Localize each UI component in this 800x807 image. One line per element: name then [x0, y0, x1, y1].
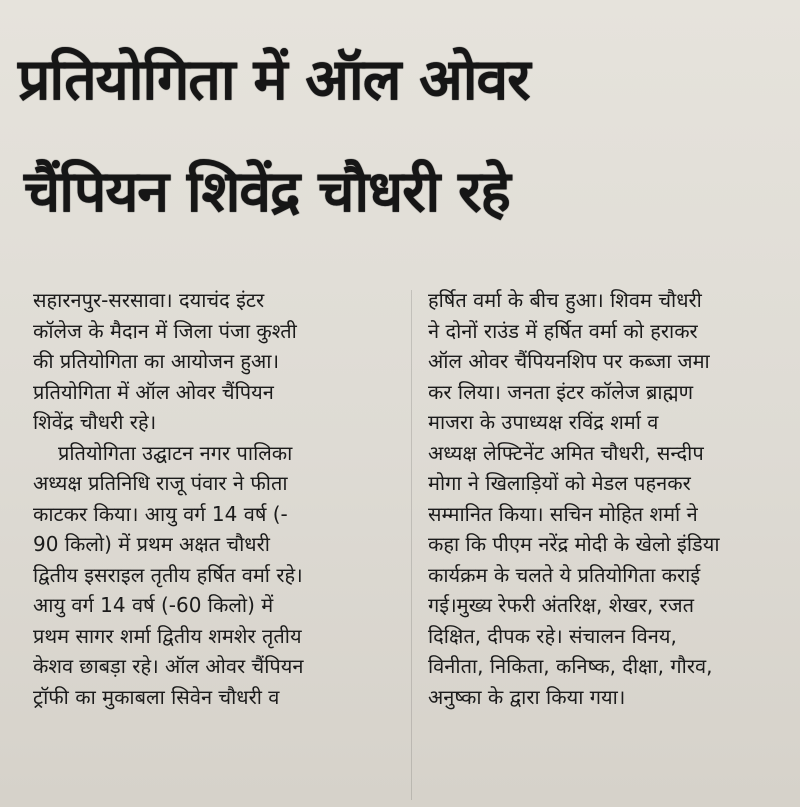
article-line: ट्रॉफी का मुकाबला सिवेन चौधरी व — [33, 684, 280, 709]
article-line: दिक्षित, दीपक रहे। संचालन विनय, — [428, 623, 677, 648]
article-line: गई।मुख्य रेफरी अंतरिक्ष, शेखर, रजत — [428, 593, 694, 617]
article-line: केशव छाबड़ा रहे। ऑल ओवर चैंपियन — [33, 654, 304, 678]
headline-line-1: प्रतियोगिता में ऑल ओवर — [18, 47, 530, 113]
article-line: की प्रतियोगिता का आयोजन हुआ। — [33, 349, 280, 373]
article-line: 90 किलो) में प्रथम अक्षत चौधरी — [33, 532, 270, 556]
article-column-right — [428, 285, 796, 712]
article-line: विनीता, निकिता, कनिष्क, दीक्षा, गौरव, — [428, 654, 713, 678]
article-line: माजरा के उपाध्यक्ष रविंद्र शर्मा व — [428, 410, 659, 434]
article-line: कॉलेज के मैदान में जिला पंजा कुश्ती — [33, 318, 297, 343]
article-column-left — [33, 285, 405, 712]
article-line: ऑल ओवर चैंपियनशिप पर कब्जा जमा — [428, 349, 710, 373]
article-line: मोगा ने खिलाड़ियों को मेडल पहनकर — [428, 471, 691, 495]
article-line: ने दोनों राउंड में हर्षित वर्मा को हराकर — [428, 318, 698, 343]
article-line: आयु वर्ग 14 वर्ष (-60 किलो) में — [33, 593, 274, 617]
article-line: प्रथम सागर शर्मा द्वितीय शमशेर तृतीय — [33, 623, 302, 648]
column-divider — [411, 290, 412, 800]
article-line: कहा कि पीएम नरेंद्र मोदी के खेलो इंडिया — [428, 532, 720, 556]
article-line: कर लिया। जनता इंटर कॉलेज ब्राह्मण — [428, 379, 694, 404]
article-line: अध्यक्ष लेफ्टिनेंट अमित चौधरी, सन्दीप — [428, 440, 704, 465]
article-line: सहारनपुर-सरसावा। दयाचंद इंटर — [33, 288, 265, 312]
article-line: प्रतियोगिता उद्घाटन नगर पालिका — [58, 440, 293, 465]
article-line: अध्यक्ष प्रतिनिधि राजू पंवार ने फीता — [33, 471, 288, 495]
article-line: कार्यक्रम के चलते ये प्रतियोगिता कराई — [428, 562, 701, 587]
article-line: प्रतियोगिता में ऑल ओवर चैंपियन — [33, 379, 274, 404]
article-line: सम्मानित किया। सचिन मोहित शर्मा ने — [428, 501, 698, 526]
article-line: काटकर किया। आयु वर्ग 14 वर्ष (- — [33, 501, 288, 526]
article-line: अनुष्का के द्वारा किया गया। — [428, 684, 626, 709]
article-line: हर्षित वर्मा के बीच हुआ। शिवम चौधरी — [428, 288, 702, 312]
article-line: द्वितीय इसराइल तृतीय हर्षित वर्मा रहे। — [33, 562, 303, 587]
article-line: शिवेंद्र चौधरी रहे। — [33, 410, 157, 434]
headline-line-2: चैंपियन शिवेंद्र चौधरी रहे — [24, 159, 510, 225]
